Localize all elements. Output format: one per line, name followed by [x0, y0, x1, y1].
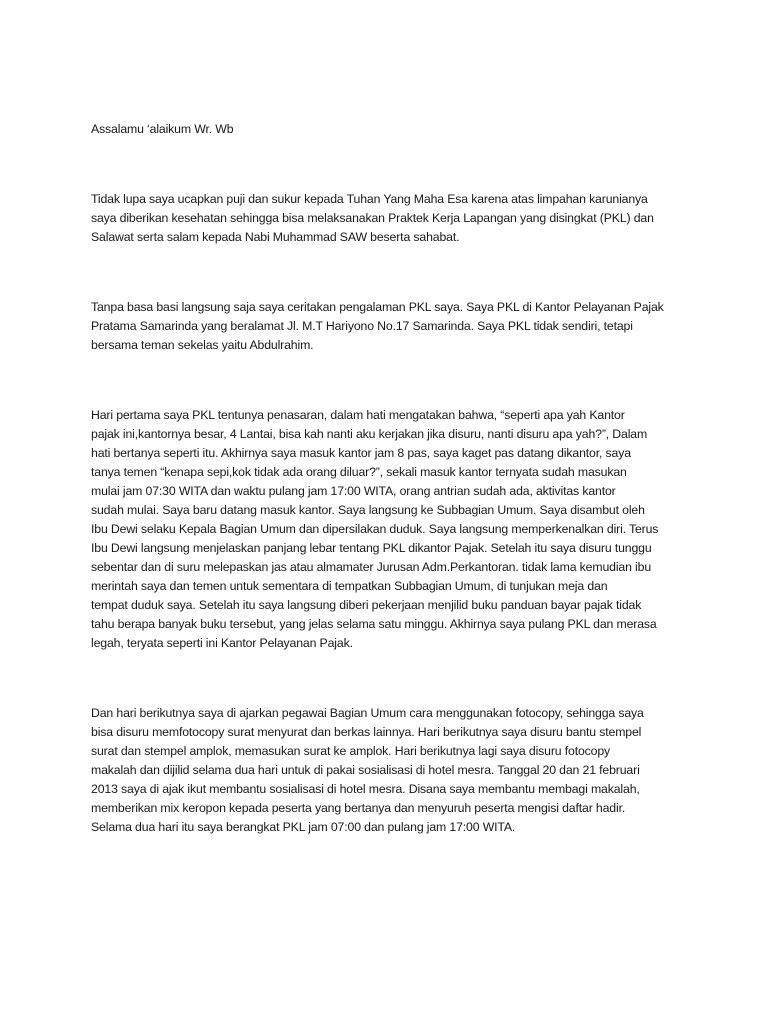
salutation: Assalamu ‘alaikum Wr. Wb	[91, 122, 234, 136]
paragraph-pkl-location: Tanpa basa basi langsung saja saya ceritakan pengalaman PKL saya. Saya PKL di Kantor Pelayanan Pajak Pratama Samarinda yang beralamat Jl. M.T Hariyono No.17 Samarinda. Saya PKL tidak sendiri, tetapi bersama teman sekelas yaitu Abdulrahim.	[91, 300, 664, 352]
document-body	[91, 120, 691, 837]
paragraph-first-day: Hari pertama saya PKL tentunya penasaran, dalam hati mengatakan bahwa, “seperti apa yah Kantor pajak ini,kantornya besar, 4 Lantai, bisa kah nanti aku kerjakan jika disuru, nanti disuru apa yah?”, Dalam hati bertanya seperti itu. Akhirnya saya masuk kantor jam 8 pas, saya kaget pas datang dikantor, saya tanya temen “kenapa sepi,kok tidak ada orang diluar?”, sekali masuk kantor ternyata sudah masukan mulai jam 07:30 WITA dan waktu pulang jam 17:00 WITA, orang antrian sudah ada, aktivitas kantor sudah mulai. Saya baru datang masuk kantor. Saya langsung ke Subbagian Umum. Saya disambut oleh Ibu Dewi selaku Kepala Bagian Umum dan dipersilakan duduk. Saya langsung memperkenalkan diri. Terus Ibu Dewi langsung menjelaskan panjang lebar tentang PKL dikantor Pajak. Setelah itu saya disuru tunggu sebentar dan di suru melepaskan jas atau almamater Jurusan Adm.Perkantoran. tidak lama kemudian ibu merintah saya dan temen untuk sementara di tempatkan Subbagian Umum, di tunjukan meja dan tempat duduk saya. Setelah itu saya langsung diberi pekerjaan menjilid buku panduan bayar pajak tidak tahu berapa banyak buku tersebut, yang jelas selama satu minggu. Akhirnya saya pulang PKL dan merasa legah, teryata seperti ini Kantor Pelayanan Pajak.	[91, 408, 659, 650]
paragraph-following-days: Dan hari berikutnya saya di ajarkan pegawai Bagian Umum cara menggunakan fotocopy, sehingga saya bisa disuru memfotocopy surat menyurat dan berkas lainnya. Hari berikutnya saya disuru bantu stempel surat dan stempel amplok, memasukan surat ke amplok. Hari berikutnya lagi saya disuru fotocopy makalah dan dijilid selama dua hari untuk di pakai sosialisasi di hotel mesra. Tanggal 20 dan 21 februari 2013 saya di ajak ikut membantu sosialisasi di hotel mesra. Disana saya membantu membagi makalah, memberikan mix keropon kepada peserta yang bertanya dan menyuruh peserta mengisi daftar hadir. Selama dua hari itu saya berangkat PKL jam 07:00 dan pulang jam 17:00 WITA.	[91, 706, 644, 834]
paragraph-opening-gratitude: Tidak lupa saya ucapkan puji dan sukur kepada Tuhan Yang Maha Esa karena atas limpahan karunianya saya diberikan kesehatan sehingga bisa melaksanakan Praktek Kerja Lapangan yang disingkat (PKL) dan Salawat serta salam kepada Nabi Muhammad SAW beserta sahabat.	[91, 192, 654, 244]
